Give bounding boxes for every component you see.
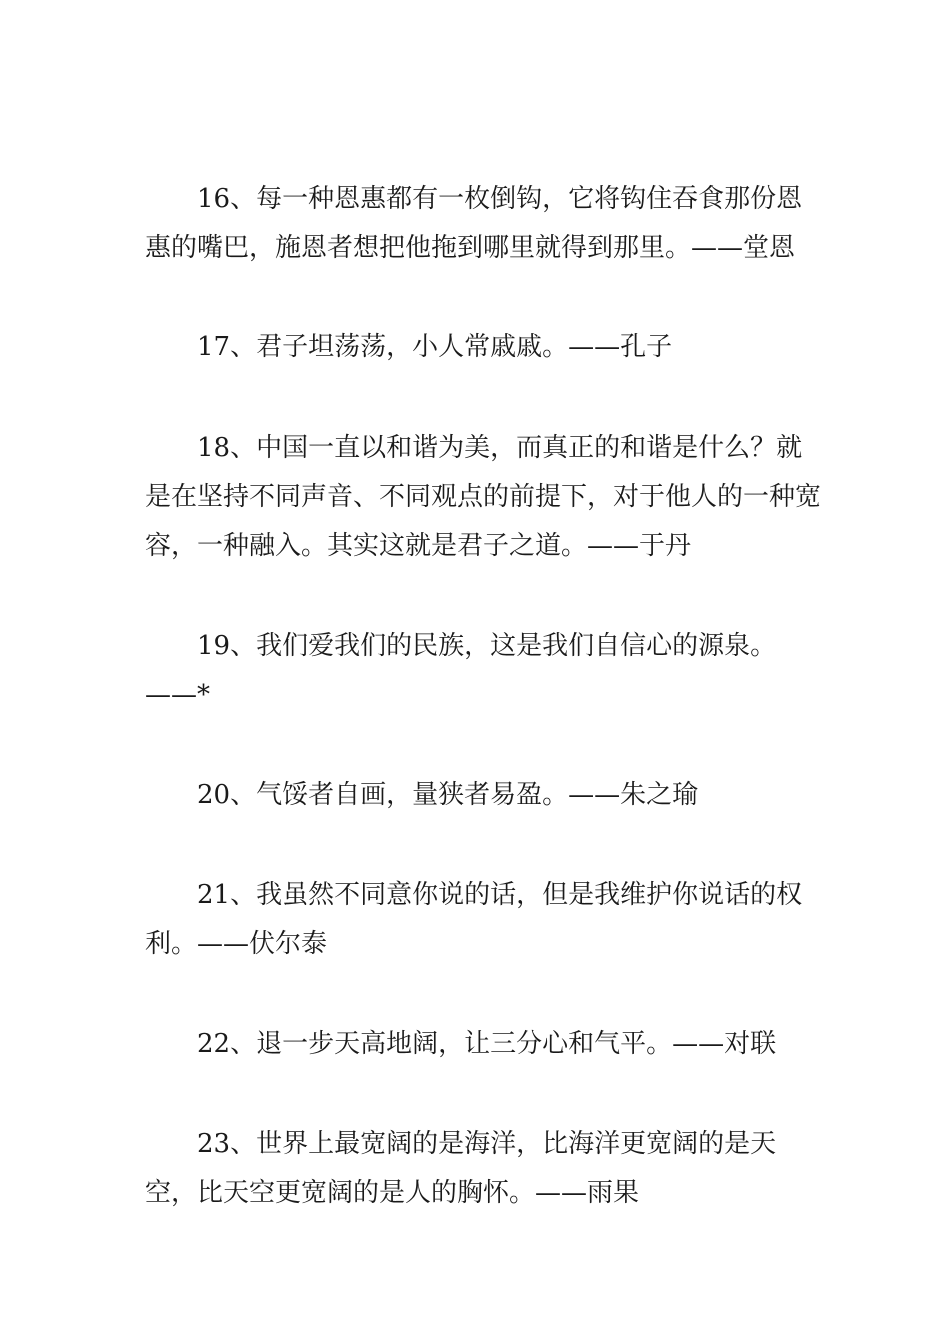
quote-paragraph-22: 22、退一步天高地阔，让三分心和气平。——对联 xyxy=(197,1029,777,1059)
quote-paragraph-18: 18、中国一直以和谐为美，而真正的和谐是什么？就是在坚持不同声音、不同观点的前提下，对于他人的一种宽容，一种融入。其实这就是君子之道。——于丹 xyxy=(145,433,822,561)
quote-paragraph-23: 23、世界上最宽阔的是海洋，比海洋更宽阔的是天空，比天空更宽阔的是人的胸怀。——雨果 xyxy=(145,1129,777,1208)
quote-paragraph-20: 20、气馁者自画，量狭者易盈。——朱之瑜 xyxy=(197,780,699,810)
quote-paragraph-17: 17、君子坦荡荡，小人常戚戚。——孔子 xyxy=(197,332,673,362)
quote-paragraph-16: 16、每一种恩惠都有一枚倒钩，它将钩住吞食那份恩惠的嘴巴，施恩者想把他拖到哪里就得到那里。——堂恩 xyxy=(145,184,803,263)
quote-paragraph-21: 21、我虽然不同意你说的话，但是我维护你说话的权利。——伏尔泰 xyxy=(145,880,803,959)
quote-paragraph-19: 19、我们爱我们的民族，这是我们自信心的源泉。——* xyxy=(145,631,777,710)
